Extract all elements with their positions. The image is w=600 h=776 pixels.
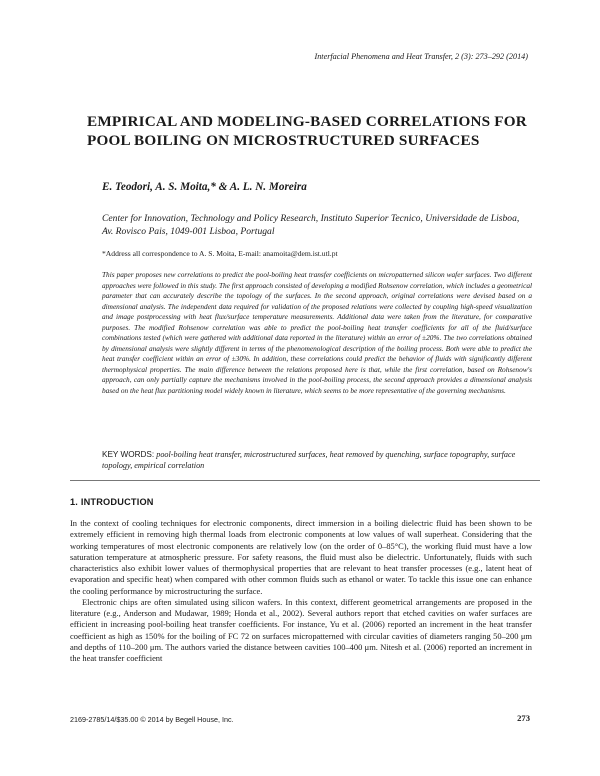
paragraph: Electronic chips are often simulated using silicon wafers. In this context, different geometrical arrangements are proposed in the literature (e.g., Anderson and Mudawar, 1989; Honda et al., 2002). Several authors report that etched cavities on wafer surfaces are efficient in increasing pool-boiling heat transfer coefficients. For instance, Yu et al. (2006) reported an increment in the heat transfer coefficient as high as 150% for the boiling of FC 72 on surfaces micropatterned with circular cavities of diameters ranging 50–200 μm and depths of 110–200 μm. The authors varied the distance between cavities 100–400 μm. Nitesh et al. (2006) reported an increment in the heat transfer coefficient [70,596,532,663]
keywords-label: KEY WORDS: [102,450,155,459]
keywords-text: pool-boiling heat transfer, microstructured surfaces, heat removed by quenching, surface topography, surface topology, empirical correlation [102,450,516,470]
keywords-block [102,449,532,471]
section-body [70,518,532,664]
section-heading: 1. INTRODUCTION [70,497,154,507]
authors: E. Teodori, A. S. Moita,* & A. L. N. Moreira [102,181,307,193]
section-divider [70,480,540,481]
affiliation: Center for Innovation, Technology and Policy Research, Instituto Superior Tecnico, Universidade de Lisboa, Av. Rovisco Pais, 1049-001 Lisboa, Portugal [102,213,520,237]
journal-reference: Interfacial Phenomena and Heat Transfer, 2 (3): 273–292 (2014) [314,52,528,61]
page-number: 273 [517,713,530,723]
article-title: EMPIRICAL AND MODELING-BASED CORRELATIONS FOR POOL BOILING ON MICROSTRUCTURED SURFACES [87,113,527,149]
abstract: This paper proposes new correlations to predict the pool-boiling heat transfer coefficients on micropatterned silicon wafer surfaces. Two different approaches were followed in this study. The first approach consisted of developing a modified Rohsenow correlation, which includes a geometrical parameter that can accurately describe the topology of the surfaces. In the second approach, original correlations were devised based on a dimensional analysis. The independent data required for validation of the proposed relations were collected by coupling high-speed visualization and image postprocessing with heat flux/surface temperature measurements. Additional data were taken from the literature, for comparative purposes. The modified Rohsenow correlation was able to predict the pool-boiling heat transfer coefficients for all of the fluid/surface combinations tested (which were gathered with additional data reported in the literature) within an error of ±20%. The two correlations obtained by dimensional analysis were slightly different in terms of the phenomenological description of the boiling process. Both were able to predict the heat transfer coefficient within an error of ±30%. In addition, these correlations could predict the behavior of fluids with significantly different thermophysical properties. The main difference between the relations proposed here is that, while the first correlation, based on Rohsenow's approach, can only partially capture the mechanisms involved in the pool-boiling process, the second approach provides a dimensional analysis based on the heat flux partitioning model widely known in literature, which seems to be more representative of the governing mechanisms. [102,270,532,395]
paragraph: In the context of cooling techniques for electronic components, direct immersion in a boiling dielectric fluid has been shown to be extremely efficient in removing high thermal loads from electronic components at low values of wall superheat. Considering that the working temperatures of most electronic components are relatively low (on the order of 0–85°C), the working fluid must have a low saturation temperature at atmospheric pressure. For safety reasons, the fluid must also be dielectric. Unfortunately, fluids with such characteristics also exhibit lower values of thermophysical properties that are relevant to heat transfer processes (e.g., latent heat of evaporation and specific heat) when compared with other common fluids such as ethanol or water. To tackle this issue one can enhance the cooling performance by microstructuring the surface. [70,518,532,596]
footer-code: 2169-2785/14/$35.00 © 2014 by Begell House, Inc. [70,715,234,724]
correspondence: *Address all correspondence to A. S. Moita, E-mail: anamoita@dem.ist.utl.pt [102,249,338,258]
